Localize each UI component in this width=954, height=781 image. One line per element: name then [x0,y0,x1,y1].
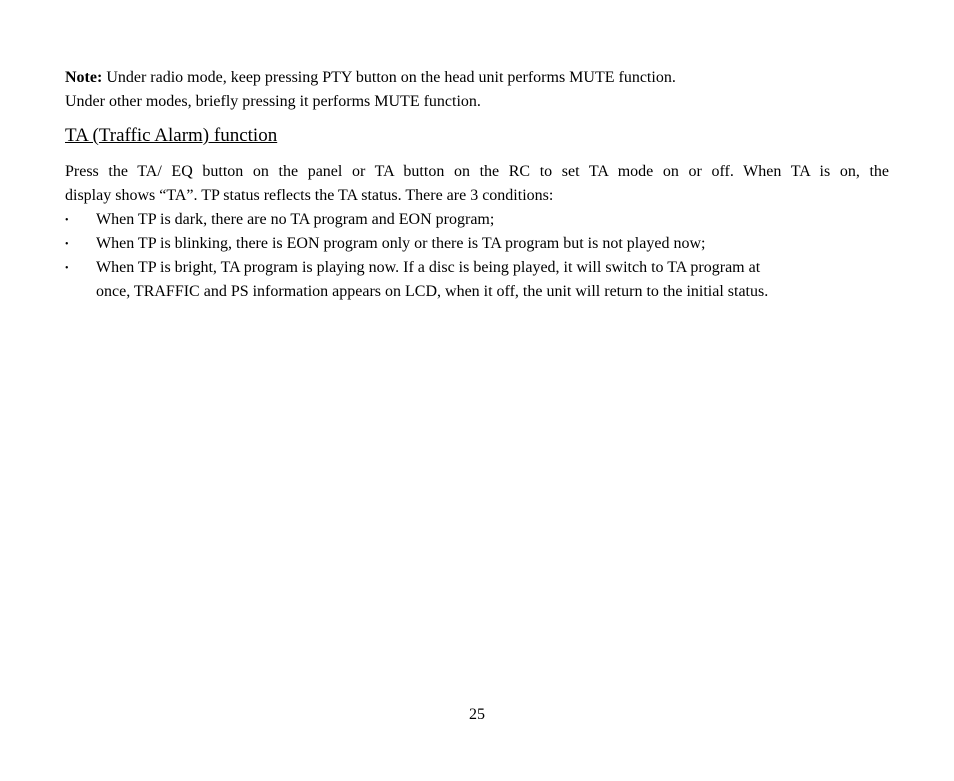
note-line-2: Under other modes, briefly pressing it performs MUTE function. [65,93,481,110]
bullet-icon: • [65,263,69,274]
bullet-icon: • [65,239,69,250]
note-paragraph [65,66,905,114]
note-line-1-text: Under radio mode, keep pressing PTY button on the head unit performs MUTE function. [102,69,676,86]
list-item [65,256,889,304]
intro-paragraph [65,160,889,208]
intro-line-1: Press the TA/ EQ button on the panel or TA button on the RC to set TA mode on or off. When TA is on, the [65,163,889,180]
note-line-1 [65,66,905,90]
list-item-text-continued: once, TRAFFIC and PS information appears on LCD, when it off, the unit will return to the initial status. [96,283,769,300]
note-label: Note: [65,69,103,86]
conditions-list [65,208,889,304]
list-item-text: When TP is blinking, there is EON program only or there is TA program but is not played now; [96,235,706,252]
intro-line-2: display shows “TA”. TP status reflects the TA status. There are 3 conditions: [65,187,554,204]
list-item [65,232,889,256]
list-item-text: When TP is bright, TA program is playing now. If a disc is being played, it will switch to TA program at [96,259,761,276]
list-item-text: When TP is dark, there are no TA program and EON program; [96,211,495,228]
section-heading: TA (Traffic Alarm) function [65,125,278,146]
page-number: 25 [469,706,485,723]
bullet-icon: • [65,215,69,226]
list-item [65,208,889,232]
